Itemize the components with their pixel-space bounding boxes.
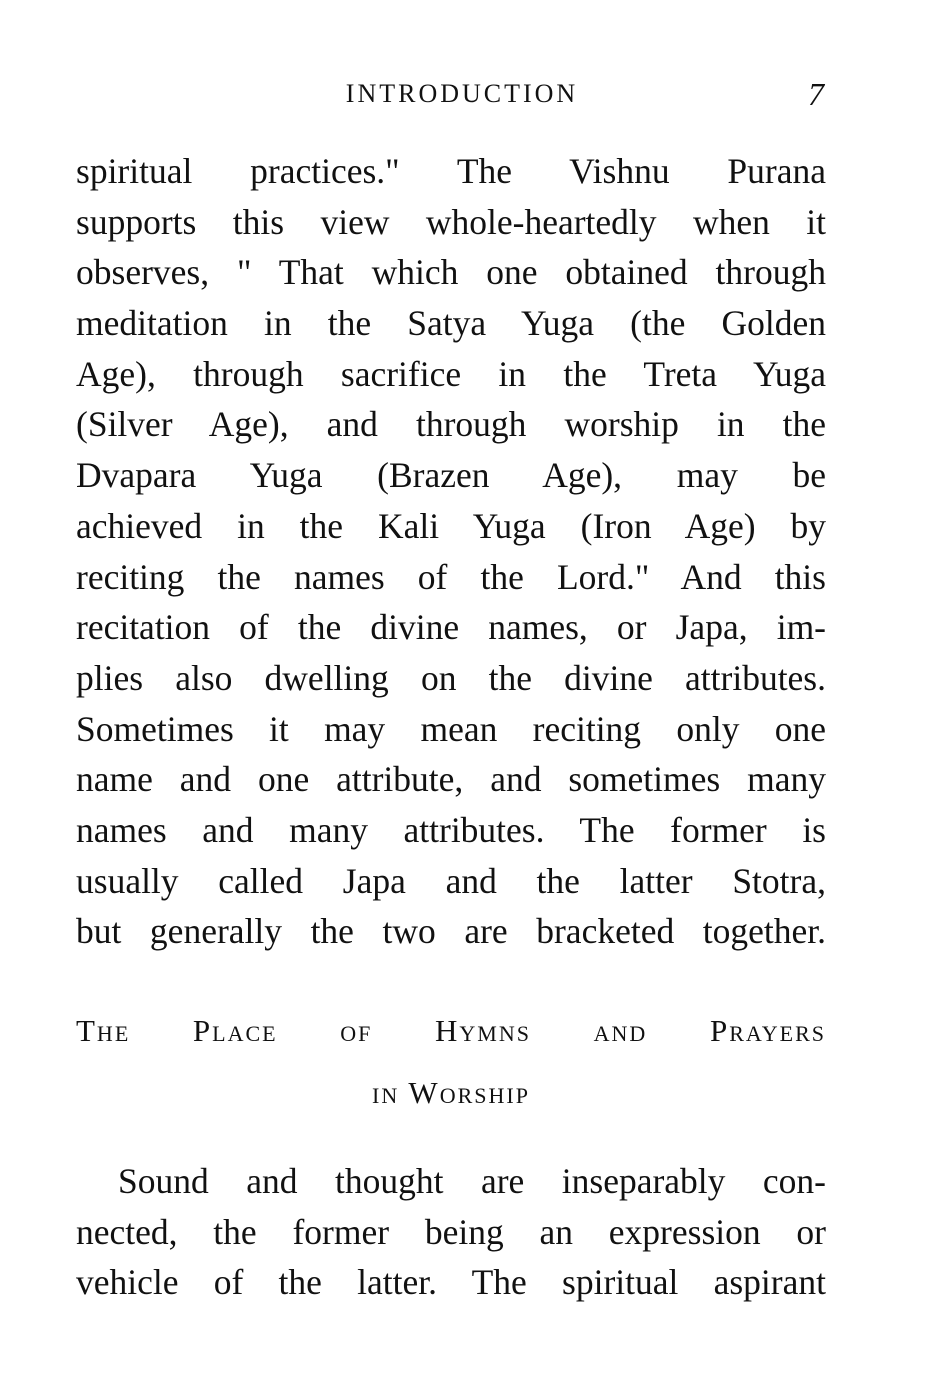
text-line: Sometimes it may mean reciting only one — [76, 708, 826, 749]
text-line: supports this view whole-heartedly when it — [76, 201, 826, 242]
text-line: spiritual practices." The Vishnu Purana — [76, 151, 826, 191]
text-line: usually called Japa and the latter Stotra, — [76, 860, 826, 901]
text-line: observes, " That which one obtained through — [76, 252, 826, 293]
text-line: names and many attributes. The former is — [76, 809, 826, 850]
text-line: reciting the names of the Lord." And this — [76, 556, 826, 597]
text-line: Dvapara Yuga (Brazen Age), may be — [76, 455, 826, 496]
text-line: but generally the two are bracketed together. — [76, 911, 826, 952]
paragraph-1 — [76, 146, 826, 957]
section-heading-line-2: in Worship — [372, 1075, 530, 1110]
text-line: vehicle of the latter. The spiritual aspirant — [76, 1262, 826, 1303]
section-heading-line-1: The Place of Hymns and Prayers — [76, 1013, 826, 1048]
text-line: achieved in the Kali Yuga (Iron Age) by — [76, 505, 826, 546]
text-line: Age), through sacrifice in the Treta Yuga — [76, 353, 826, 394]
text-line: meditation in the Satya Yuga (the Golden — [76, 303, 826, 344]
text-line: Sound and thought are inseparably con- — [118, 1161, 826, 1201]
text-line: plies also dwelling on the divine attributes. — [76, 657, 826, 698]
text-line: name and one attribute, and sometimes many — [76, 759, 826, 800]
text-line: recitation of the divine names, or Japa, im- — [76, 607, 826, 648]
text-line: (Silver Age), and through worship in the — [76, 404, 826, 445]
text-line: nected, the former being an expression or — [76, 1211, 826, 1252]
running-head-title: INTRODUCTION — [345, 79, 579, 108]
section-heading — [76, 1006, 826, 1118]
paragraph-2 — [76, 1156, 826, 1308]
running-head — [76, 74, 828, 114]
page-number: 7 — [808, 76, 824, 112]
